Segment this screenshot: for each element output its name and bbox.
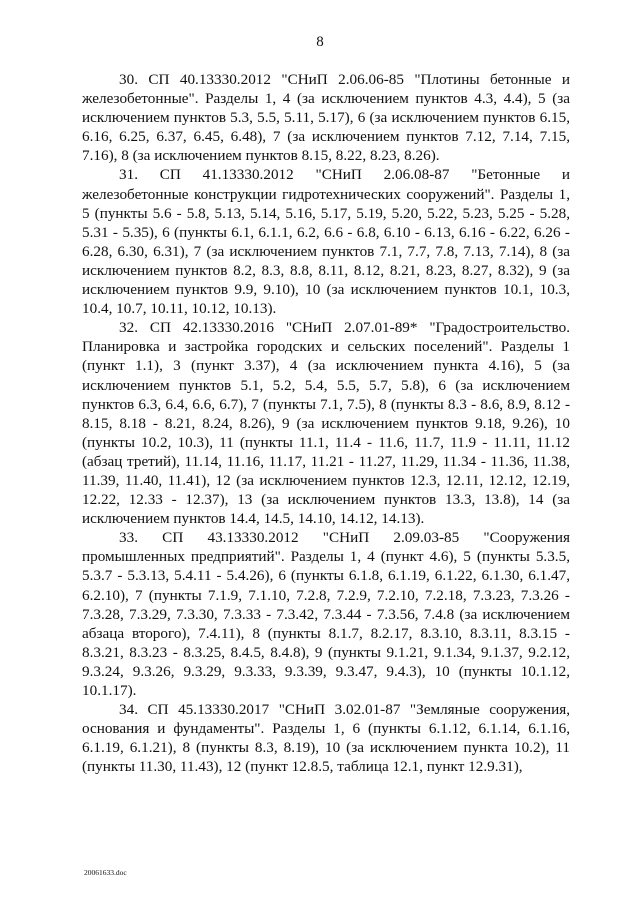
paragraph-item-33: 33. СП 43.13330.2012 "СНиП 2.09.03-85 "Сооружения промышленных предприятий". Разделы 1, 4 (пункт 4.6), 5 (пункты 5.3.5, 5.3.7 - 5.3.13, 5.4.11 - 5.4.26), 6 (пункты 6.1.8, 6.1.19, 6.1.22, 6.1.30, 6.1.47, 6.2.10), 7 (пункты 7.1.9, 7.1.10, 7.2.8, 7.2.9, 7.2.10, 7.2.18, 7.3.23, 7.3.26 - 7.3.28, 7.3.29, 7.3.30, 7.3.33 - 7.3.42, 7.3.44 - 7.3.56, 7.4.8 (за исключением абзаца второго), 7.4.11), 8 (пункты 8.1.7, 8.2.17, 8.3.10, 8.3.11, 8.3.15 - 8.3.21, 8.3.23 - 8.3.25, 8.4.5, 8.4.8), 9 (пункты 9.1.21, 9.1.34, 9.1.37, 9.2.12, 9.3.24, 9.3.26, 9.3.29, 9.3.33, 9.3.39, 9.3.47, 9.4.3), 10 (пункты 10.1.12, 10.1.17). [82, 529, 570, 699]
footer-filename: 20061633.doc [84, 868, 127, 877]
document-body [82, 70, 570, 776]
paragraph-item-32: 32. СП 42.13330.2016 "СНиП 2.07.01-89* "Градостроительство. Планировка и застройка городских и сельских поселений". Разделы 1 (пункт 1.1), 3 (пункт 3.37), 4 (за исключением пункта 4.16), 5 (за исключением пунктов 5.1, 5.2, 5.4, 5.5, 5.7, 5.8), 6 (за исключением пунктов 6.3, 6.4, 6.6, 6.7), 7 (пункты 7.1, 7.5), 8 (пункты 8.3 - 8.6, 8.9, 8.12 - 8.15, 8.18 - 8.21, 8.24, 8.26), 9 (за исключением пунктов 9.18, 9.26), 10 (пункты 10.2, 10.3), 11 (пункты 11.1, 11.4 - 11.6, 11.7, 11.9 - 11.11, 11.12 (абзац третий), 11.14, 11.16, 11.17, 11.21 - 11.27, 11.29, 11.34 - 11.36, 11.38, 11.39, 11.40, 11.41), 12 (за исключением пунктов 12.3, 12.11, 12.12, 12.19, 12.22, 12.33 - 12.37), 13 (за исключением пунктов 13.3, 13.8), 14 (за исключением пунктов 14.4, 14.5, 14.10, 14.12, 14.13). [82, 319, 570, 528]
paragraph-item-31: 31. СП 41.13330.2012 "СНиП 2.06.08-87 "Бетонные и железобетонные конструкции гидротехнических сооружений". Разделы 1, 5 (пункты 5.6 - 5.8, 5.13, 5.14, 5.16, 5.17, 5.19, 5.20, 5.22, 5.23, 5.25 - 5.28, 5.31 - 5.35), 6 (пункты 6.1, 6.1.1, 6.2, 6.6 - 6.8, 6.10 - 6.13, 6.16 - 6.22, 6.26 - 6.28, 6.30, 6.31), 7 (за исключением пунктов 7.1, 7.7, 7.8, 7.13, 7.14), 8 (за исключением пунктов 8.2, 8.3, 8.8, 8.11, 8.12, 8.21, 8.23, 8.27, 8.32), 9 (за исключением пунктов 9.9, 9.10), 10 (за исключением пунктов 10.1, 10.3, 10.4, 10.7, 10.11, 10.12, 10.13). [82, 166, 570, 318]
page-number: 8 [316, 34, 324, 50]
paragraph-item-34: 34. СП 45.13330.2017 "СНиП 3.02.01-87 "Земляные сооружения, основания и фундаменты". Разделы 1, 6 (пункты 6.1.12, 6.1.14, 6.1.16, 6.1.19, 6.1.21), 8 (пункты 8.3, 8.19), 10 (за исключением пункта 10.2), 11 (пункты 11.30, 11.43), 12 (пункт 12.8.5, таблица 12.1, пункт 12.9.31), [82, 701, 570, 776]
paragraph-item-30: 30. СП 40.13330.2012 "СНиП 2.06.06-85 "Плотины бетонные и железобетонные". Разделы 1, 4 (за исключением пунктов 4.3, 4.4), 5 (за исключением пунктов 5.3, 5.5, 5.11, 5.17), 6 (за исключением пунктов 6.15, 6.16, 6.25, 6.37, 6.45, 6.48), 7 (за исключением пунктов 7.12, 7.14, 7.15, 7.16), 8 (за исключением пунктов 8.15, 8.22, 8.23, 8.26). [82, 71, 570, 165]
